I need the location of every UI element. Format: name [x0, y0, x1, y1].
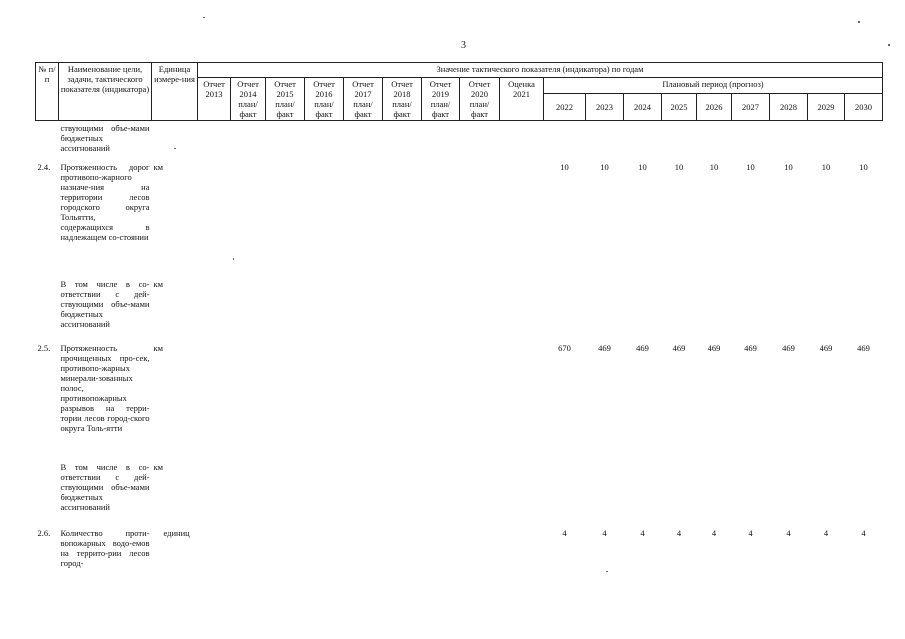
- row-number: 2.6.: [37, 527, 51, 538]
- value-2025: 4: [676, 527, 682, 538]
- scan-speck: [233, 258, 234, 260]
- table-row: [36, 459, 883, 525]
- value-2027: 10: [746, 161, 755, 172]
- value-2025: 10: [674, 161, 684, 172]
- value-2030: [845, 459, 883, 525]
- year-header-2024: 2024: [624, 94, 662, 121]
- unit: единиц: [163, 527, 190, 538]
- value-2027: [732, 121, 770, 159]
- value-2030: [845, 121, 883, 159]
- year-header-2014: Отчет 2014 план/ факт: [231, 78, 266, 121]
- value-2028: 10: [784, 161, 793, 172]
- row-number: 2.4.: [37, 161, 51, 172]
- value-2024: 10: [638, 161, 647, 172]
- value-2024: 4: [640, 527, 645, 538]
- year-header-2023: 2023: [586, 94, 624, 121]
- table-row: [36, 121, 883, 159]
- value-2023: 469: [598, 342, 611, 353]
- year-header-2020: Отчет 2020 план/ факт: [460, 78, 500, 121]
- value-2024: [624, 276, 662, 340]
- year-header-2017: Отчет 2017 план/ факт: [344, 78, 383, 121]
- value-2022: [544, 459, 586, 525]
- indicator-name: В том числе в со-ответствии с дей-ствующими объе-мами бюджетных ассигнований: [60, 278, 150, 329]
- value-2027: [732, 459, 770, 525]
- year-header-2029: 2029: [808, 94, 845, 121]
- indicator-table: [35, 62, 883, 575]
- value-2022: 670: [558, 342, 571, 353]
- scan-speck: [858, 21, 860, 23]
- value-2023: 10: [600, 161, 609, 172]
- value-2028: 469: [782, 342, 795, 353]
- col-num-header: № п/п: [36, 63, 59, 121]
- unit: км: [153, 278, 164, 289]
- value-2023: 4: [602, 527, 607, 538]
- indicator-name: Протяженность дорог противопо-жарного назначе-ния на территории лесов городского округа Тольятти, содержащихся в надлежащем со-стоянии: [60, 161, 150, 242]
- scan-speck: [606, 571, 608, 572]
- value-2029: 4: [823, 527, 829, 538]
- value-2025: [662, 459, 697, 525]
- value-2026: [697, 276, 732, 340]
- value-2022: [544, 276, 586, 340]
- value-2025: [662, 121, 697, 159]
- value-2027: [732, 276, 770, 340]
- value-2023: [586, 121, 624, 159]
- table-body: [36, 121, 883, 575]
- scan-speck: [174, 148, 176, 149]
- value-2025: [662, 276, 697, 340]
- value-2022: 4: [562, 527, 567, 538]
- year-header-2025: 2025: [662, 94, 697, 121]
- unit: [152, 121, 198, 159]
- value-2028: [770, 121, 808, 159]
- value-2028: 4: [786, 527, 791, 538]
- table-row: [36, 276, 883, 340]
- year-header-2021: Оценка 2021: [500, 78, 544, 121]
- value-2023: [586, 459, 624, 525]
- value-2027: 469: [744, 342, 757, 353]
- value-2028: [770, 459, 808, 525]
- scan-speck: [888, 44, 890, 46]
- col-name-header: Наименование цели, задачи, тактического показателя (индикатора): [59, 63, 152, 121]
- value-2029: [808, 276, 845, 340]
- scan-speck: [203, 17, 205, 18]
- value-2024: [624, 121, 662, 159]
- value-2026: 4: [711, 527, 717, 538]
- row-number: [36, 459, 59, 525]
- year-header-2022: 2022: [544, 94, 586, 121]
- value-2029: 10: [821, 161, 831, 172]
- year-header-2013: Отчет 2013: [198, 78, 231, 121]
- page-number: 3: [461, 40, 466, 51]
- indicator-name: Протяженность прочищенных про-сек, противопо-жарных минерали-зованных полос, противопожарных разрывов на терри-тории лесов город-ского округа Толь-ятти: [60, 342, 150, 433]
- value-2027: 4: [748, 527, 753, 538]
- year-header-2015: Отчет 2015 план/ факт: [266, 78, 305, 121]
- year-header-2016: Отчет 2016 план/ факт: [305, 78, 344, 121]
- value-2024: 469: [636, 342, 649, 353]
- value-2028: [770, 276, 808, 340]
- year-header-2019: Отчет 2019 план/ факт: [422, 78, 460, 121]
- row-number: [36, 121, 59, 159]
- year-header-2030: 2030: [845, 94, 883, 121]
- col-values-header: Значение тактического показателя (индикатора) по годам: [198, 63, 883, 78]
- value-2030: [845, 276, 883, 340]
- indicator-name: Количество проти-вопожарных водо-емов на террито-рии лесов город-: [60, 527, 150, 568]
- col-unit-header: Единица измере-ния: [152, 63, 198, 121]
- value-2030: 469: [857, 342, 870, 353]
- year-header-2018: Отчет 2018 план/ факт: [383, 78, 422, 121]
- year-header-2027: 2027: [732, 94, 770, 121]
- table-row: [36, 525, 883, 575]
- value-2029: [808, 121, 845, 159]
- value-2022: 10: [560, 161, 569, 172]
- row-number: 2.5.: [37, 342, 51, 353]
- value-2026: 10: [709, 161, 719, 172]
- row-number: [36, 276, 59, 340]
- value-2030: 4: [861, 527, 866, 538]
- indicator-name: ствующими объе-мами бюджетных ассигнований: [60, 123, 150, 153]
- value-2026: [697, 121, 732, 159]
- value-2029: 469: [819, 342, 833, 353]
- table-row: [36, 159, 883, 276]
- indicator-name: В том числе в со-ответствии с дей-ствующими объе-мами бюджетных ассигнований: [60, 461, 150, 512]
- table-row: [36, 340, 883, 459]
- year-header-2026: 2026: [697, 94, 732, 121]
- value-2025: 469: [672, 342, 686, 353]
- value-2023: [586, 276, 624, 340]
- unit: км: [153, 461, 164, 472]
- value-2022: [544, 121, 586, 159]
- year-header-2028: 2028: [770, 94, 808, 121]
- value-2030: 10: [859, 161, 868, 172]
- value-2024: [624, 459, 662, 525]
- value-2026: [697, 459, 732, 525]
- table-header: [36, 63, 883, 121]
- value-2026: 469: [707, 342, 721, 353]
- value-2029: [808, 459, 845, 525]
- unit: км: [153, 342, 164, 353]
- unit: км: [153, 161, 164, 172]
- planned-period-header: Плановый период (прогноз): [544, 78, 883, 94]
